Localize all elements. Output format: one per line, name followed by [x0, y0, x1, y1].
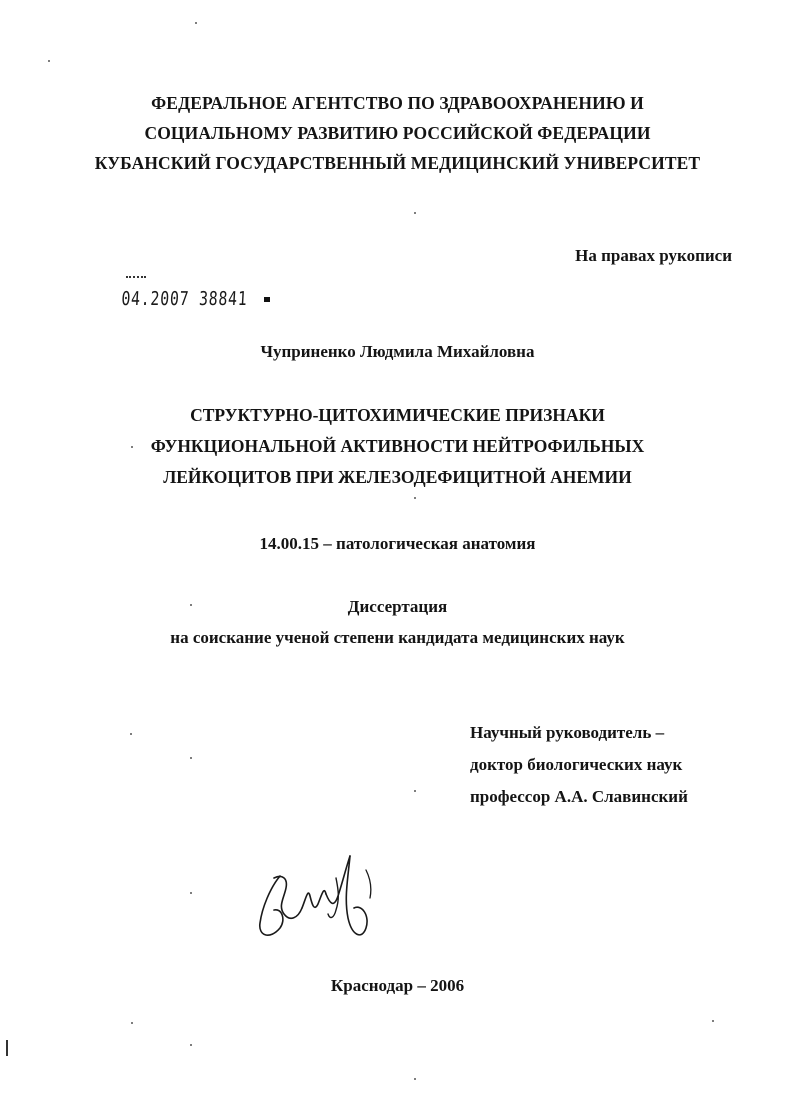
scan-speck	[414, 497, 416, 499]
scan-speck	[195, 22, 197, 24]
degree: на соискание ученой степени кандидата медицинских наук	[170, 628, 625, 647]
scan-speck	[131, 1022, 133, 1024]
document-type: Диссертация	[347, 597, 448, 616]
stamp-dots-icon	[126, 276, 146, 282]
scan-speck	[130, 733, 132, 735]
scan-speck	[48, 60, 50, 62]
title-line-2: ФУНКЦИОНАЛЬНОЙ АКТИВНОСТИ НЕЙТРОФИЛЬНЫХ	[150, 436, 645, 456]
scan-speck	[131, 446, 133, 448]
scan-speck	[190, 892, 192, 894]
supervisor-line-3: профессор А.А. Славинский	[470, 787, 688, 806]
author-name: Чуприненко Людмила Михайловна	[260, 342, 535, 361]
org-header-line-1: ФЕДЕРАЛЬНОЕ АГЕНТСТВО ПО ЗДРАВООХРАНЕНИЮ И	[151, 93, 644, 113]
scan-speck	[414, 790, 416, 792]
registration-stamp: 04.2007 38841	[120, 288, 249, 310]
scan-speck	[190, 604, 192, 606]
scan-edge-mark	[6, 1040, 8, 1056]
org-header-line-3: КУБАНСКИЙ ГОСУДАРСТВЕННЫЙ МЕДИЦИНСКИЙ УНИВЕРСИТЕТ	[94, 153, 701, 173]
supervisor-line-1: Научный руководитель –	[470, 723, 665, 742]
title-line-3: ЛЕЙКОЦИТОВ ПРИ ЖЕЛЕЗОДЕФИЦИТНОЙ АНЕМИИ	[163, 467, 632, 487]
scan-speck	[414, 212, 416, 214]
place-year: Краснодар – 2006	[330, 976, 465, 995]
stamp-square-icon	[264, 297, 270, 302]
scan-speck	[190, 1044, 192, 1046]
scan-speck	[414, 1078, 416, 1080]
rights-note: На правах рукописи	[575, 246, 732, 265]
signature-icon	[252, 848, 382, 948]
title-line-1: СТРУКТУРНО-ЦИТОХИМИЧЕСКИЕ ПРИЗНАКИ	[190, 405, 605, 425]
org-header-line-2: СОЦИАЛЬНОМУ РАЗВИТИЮ РОССИЙСКОЙ ФЕДЕРАЦИИ	[144, 123, 651, 143]
scan-speck	[190, 757, 192, 759]
specialty: 14.00.15 – патологическая анатомия	[259, 534, 536, 553]
scan-speck	[712, 1020, 714, 1022]
supervisor-line-2: доктор биологических наук	[470, 755, 683, 774]
